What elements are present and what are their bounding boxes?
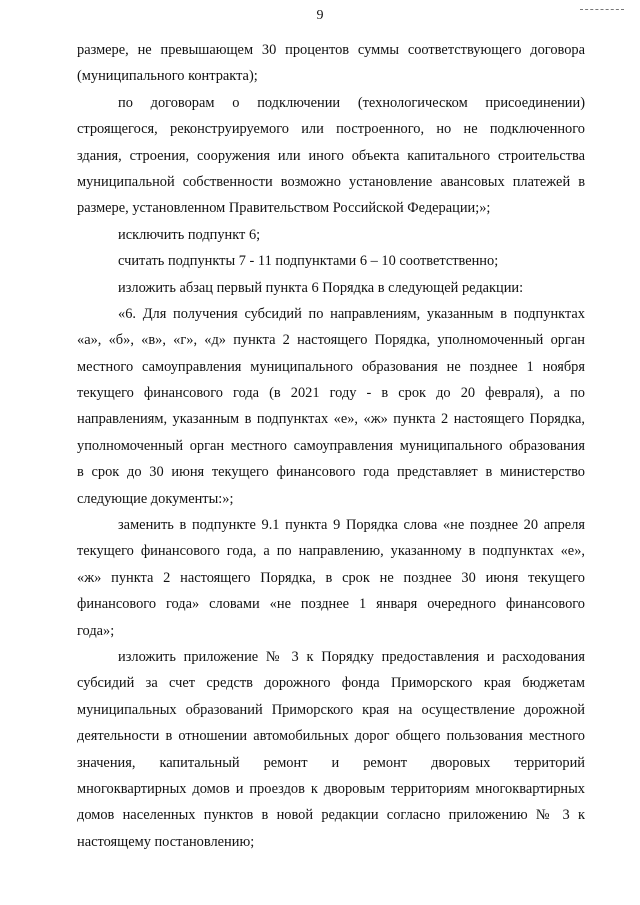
text-line: считать подпункты 7 - 11 подпунктами 6 – 10 соответственно;: [118, 253, 499, 270]
text-line: размере, установленном Правительством Российской Федерации;»;: [77, 200, 491, 217]
text-line: финансового года» словами «не позднее 1 января очередного финансового: [77, 596, 585, 613]
paragraph: [77, 275, 585, 301]
paragraph: [77, 37, 585, 90]
document-body: [77, 37, 585, 855]
paragraph: [77, 512, 585, 644]
text-line: субсидий за счет средств дорожного фонда Приморского края бюджетам: [77, 675, 585, 692]
text-line: местного самоуправления муниципального образования не позднее 1 ноября: [77, 358, 585, 375]
text-line: значения, капитальный ремонт и ремонт дворовых территорий: [77, 754, 585, 771]
corner-scan-mark: [580, 9, 624, 10]
text-line: строящегося, реконструируемого или построенного, но не подключенного: [77, 121, 585, 138]
text-line: изложить приложение № 3 к Порядку предоставления и расходования: [118, 648, 585, 665]
text-line: (муниципального контракта);: [77, 68, 258, 85]
text-line: деятельности в отношении автомобильных дорог общего пользования местного: [77, 728, 585, 745]
text-line: текущего финансового года, а по направлению, указанному в подпунктах «е»,: [77, 543, 585, 560]
text-line: уполномоченный орган местного самоуправления муниципального образования: [77, 437, 585, 454]
text-line: размере, не превышающем 30 процентов суммы соответствующего договора: [77, 42, 585, 58]
text-line: домов населенных пунктов в новой редакции согласно приложению № 3 к: [77, 807, 585, 824]
text-line: «ж» пункта 2 настоящего Порядка, в срок не позднее 30 июня текущего: [77, 569, 585, 586]
text-line: многоквартирных домов и проездов к дворовым территориям многоквартирных: [77, 780, 585, 797]
text-line: текущего финансового года (в 2021 году - в срок до 20 февраля), а по: [77, 385, 585, 402]
text-line: муниципальной собственности возможно установление авансовых платежей в: [77, 173, 585, 190]
text-line: следующие документы:»;: [77, 490, 234, 507]
text-line: в срок до 30 июня текущего финансового года представляет в министерство: [77, 464, 585, 481]
paragraph: [77, 644, 585, 855]
text-line: муниципальных образований Приморского края на осуществление дорожной: [77, 701, 585, 718]
text-line: здания, строения, сооружения или иного объекта капитального строительства: [77, 147, 585, 164]
text-line: исключить подпункт 6;: [118, 226, 261, 243]
text-line: направлениям, указанным в подпунктах «е», «ж» пункта 2 настоящего Порядка,: [77, 411, 585, 428]
paragraph: [77, 222, 585, 248]
paragraph: [77, 301, 585, 512]
page-number: 9: [316, 8, 324, 23]
text-line: настоящему постановлению;: [77, 833, 255, 850]
text-line: года»;: [77, 622, 115, 639]
text-line: «6. Для получения субсидий по направлениям, указанным в подпунктах: [118, 305, 585, 322]
text-line: «а», «б», «в», «г», «д» пункта 2 настоящего Порядка, уполномоченный орган: [77, 332, 585, 349]
text-line: заменить в подпункте 9.1 пункта 9 Порядка слова «не позднее 20 апреля: [118, 517, 585, 534]
paragraph: [77, 90, 585, 222]
text-line: по договорам о подключении (технологическом присоединении): [118, 94, 585, 111]
text-line: изложить абзац первый пункта 6 Порядка в следующей редакции:: [118, 279, 524, 296]
paragraph: [77, 248, 585, 274]
